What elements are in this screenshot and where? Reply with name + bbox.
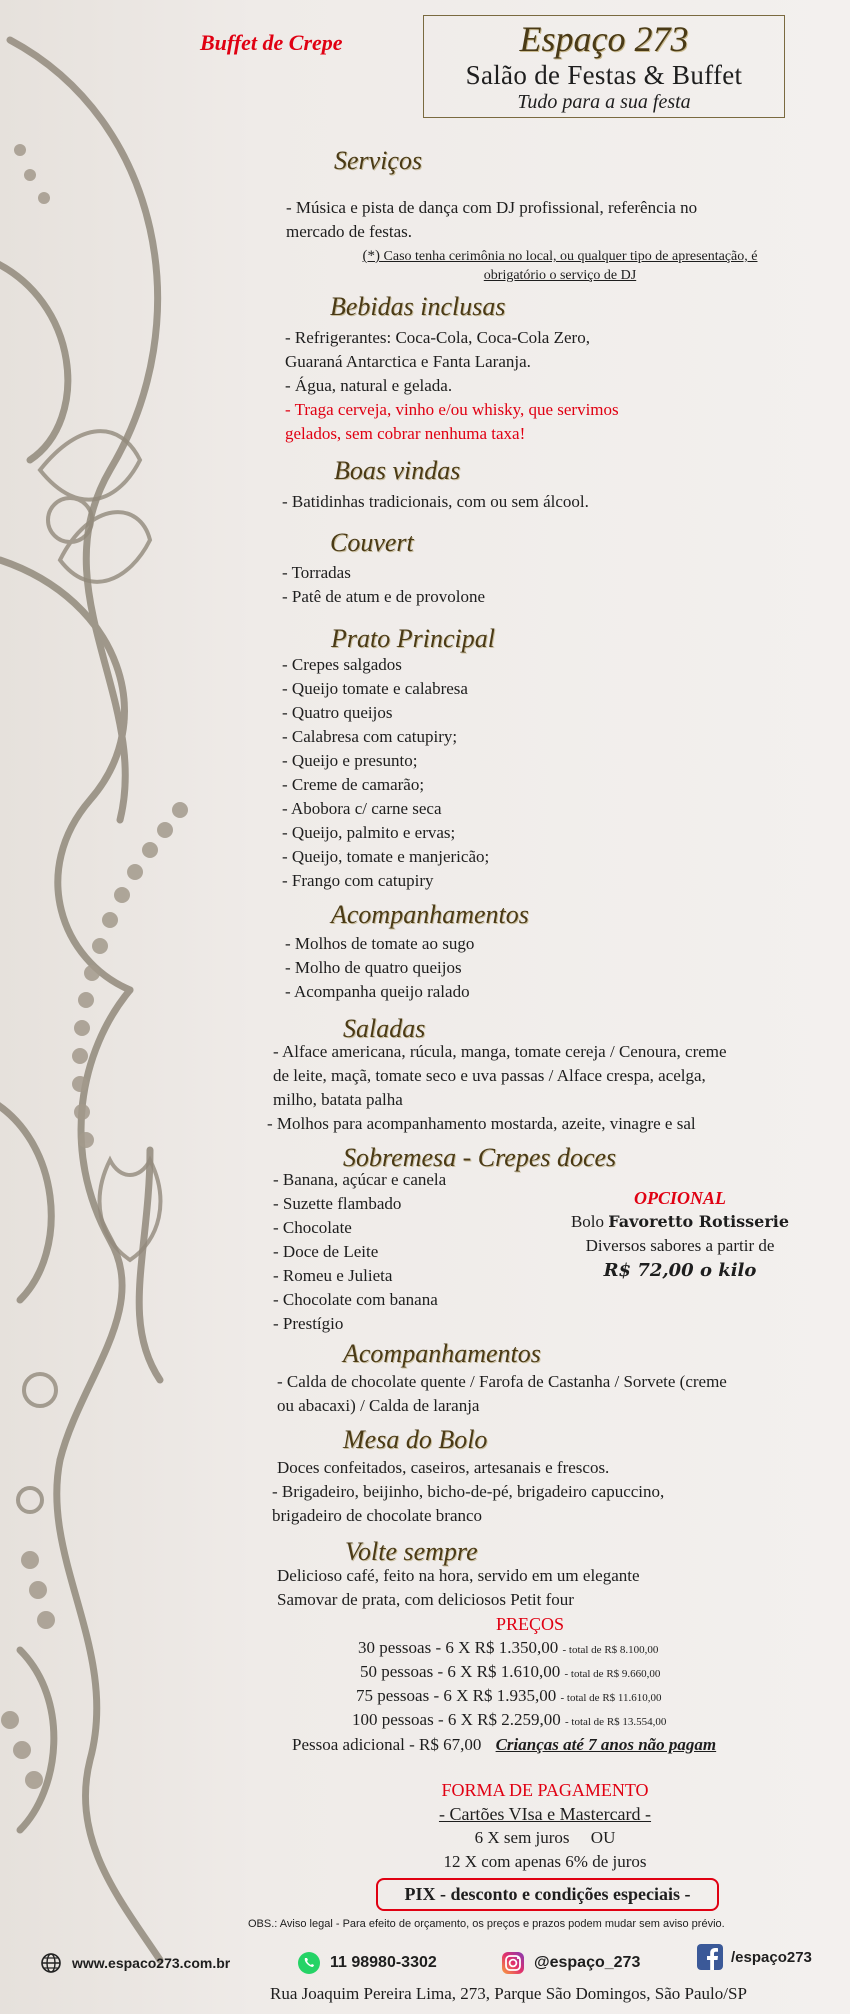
- sobremesa-item: - Doce de Leite: [273, 1242, 379, 1261]
- pagamento-line: 12 X com apenas 6% de juros: [443, 1852, 647, 1871]
- boas-vindas-line: - Batidinhas tradicionais, com ou sem álcool.: [282, 492, 589, 511]
- cartoes-text: - Cartões VIsa e Mastercard -: [438, 1804, 652, 1824]
- opcional-line: Diversos sabores a partir de: [585, 1236, 775, 1255]
- sobremesa-item: - Romeu e Julieta: [273, 1266, 393, 1285]
- acomp2-line: - Calda de chocolate quente / Farofa de Castanha / Sorvete (creme: [277, 1372, 727, 1391]
- volte-line: Samovar de prata, com deliciosos Petit four: [277, 1590, 574, 1609]
- facebook-text: /espaço273: [731, 1948, 812, 1966]
- facebook-link[interactable]: [697, 1944, 812, 1970]
- bebidas-line: - Água, natural e gelada.: [285, 376, 453, 395]
- price-extra-row: [292, 1733, 716, 1757]
- prato-item: - Queijo, palmito e ervas;: [282, 823, 456, 842]
- section-title-acompanhamentos-2: Acompanhamentos: [343, 1339, 541, 1368]
- document-title: Buffet de Crepe: [200, 30, 343, 55]
- sobremesa-item: - Suzette flambado: [273, 1194, 402, 1213]
- prato-item: - Frango com catupiry: [282, 871, 434, 890]
- price-total: - total de R$ 11.610,00: [560, 1692, 662, 1704]
- pagamento-title: FORMA DE PAGAMENTO: [441, 1780, 649, 1800]
- saladas-line: de leite, maçã, tomate seco e uva passas / Alface crespa, acelga,: [273, 1066, 706, 1085]
- opcional-line: [540, 1210, 820, 1234]
- prato-item: - Queijo tomate e calabresa: [282, 679, 468, 698]
- pagamento-line: 6 X sem juros OU: [474, 1828, 616, 1847]
- note-line: obrigatório o serviço de DJ: [483, 268, 637, 283]
- sobremesa-item: - Chocolate com banana: [273, 1290, 438, 1309]
- servicos-line: mercado de festas.: [286, 222, 413, 241]
- cartoes-line: [380, 1802, 710, 1826]
- section-title-servicos: Serviços: [334, 146, 423, 175]
- prato-item: - Queijo e presunto;: [282, 751, 418, 770]
- criancas-note: Crianças até 7 anos não pagam: [495, 1735, 717, 1754]
- sobremesa-item: - Prestígio: [273, 1314, 344, 1333]
- price-total: - total de R$ 9.660,00: [564, 1668, 661, 1680]
- prato-item: - Queijo, tomate e manjericão;: [282, 847, 490, 866]
- instagram-link[interactable]: [500, 1950, 640, 1976]
- section-title-bebidas: Bebidas inclusas: [330, 292, 506, 321]
- brand-subtitle: Salão de Festas & Buffet: [465, 60, 743, 90]
- brand-tagline: Tudo para a sua festa: [517, 91, 691, 113]
- prato-item: - Crepes salgados: [282, 655, 402, 674]
- precos-title: PREÇOS: [495, 1614, 565, 1634]
- bebidas-red-line: - Traga cerveja, vinho e/ou whisky, que servimos: [285, 400, 619, 419]
- section-title-prato-principal: Prato Principal: [331, 624, 495, 653]
- section-title-boas-vindas: Boas vindas: [334, 456, 461, 485]
- address: Rua Joaquim Pereira Lima, 273, Parque São Domingos, São Paulo/SP: [270, 1984, 747, 2003]
- sobremesa-item: - Banana, açúcar e canela: [273, 1170, 447, 1189]
- opcional-label: OPCIONAL: [633, 1188, 726, 1208]
- price-row: [356, 1684, 662, 1710]
- bebidas-red-line: gelados, sem cobrar nenhuma taxa!: [285, 424, 526, 443]
- price-total: - total de R$ 8.100,00: [562, 1644, 659, 1656]
- floral-ornament: [0, 0, 260, 2014]
- brand-box: [423, 15, 785, 118]
- pix-badge: PIX - desconto e condições especiais -: [376, 1878, 719, 1911]
- section-title-sobremesa: Sobremesa - Crepes doces: [343, 1143, 617, 1172]
- prato-item: - Abobora c/ carne seca: [282, 799, 442, 818]
- note-line: Caso tenha cerimônia no local, ou qualquer tipo de apresentação, é: [383, 249, 758, 264]
- saladas-line: milho, batata palha: [273, 1090, 403, 1109]
- website-link[interactable]: [38, 1950, 230, 1976]
- bebidas-line: - Refrigerantes: Coca-Cola, Coca-Cola Zero,: [285, 328, 590, 347]
- note-mark: (*): [362, 248, 381, 264]
- globe-icon: [38, 1950, 64, 1976]
- price-main: 30 pessoas - 6 X R$ 1.350,00: [358, 1638, 559, 1657]
- opcional-brand: Favoretto Rotisserie: [608, 1212, 790, 1231]
- obs-legal-note: OBS.: Aviso legal - Para efeito de orçamento, os preços e prazos podem mudar sem aviso prévio.: [248, 1918, 725, 1930]
- section-title-couvert: Couvert: [330, 528, 414, 557]
- prato-item: - Quatro queijos: [282, 703, 393, 722]
- acomp-item: - Molhos de tomate ao sugo: [285, 934, 475, 953]
- mesa-bolo-line: - Brigadeiro, beijinho, bicho-de-pé, brigadeiro capuccino,: [272, 1482, 665, 1501]
- saladas-line: - Molhos para acompanhamento mostarda, azeite, vinagre e sal: [267, 1114, 696, 1133]
- acomp2-line: ou abacaxi) / Calda de laranja: [277, 1396, 480, 1415]
- saladas-line: - Alface americana, rúcula, manga, tomate cereja / Cenoura, creme: [273, 1042, 727, 1061]
- acomp-item: - Acompanha queijo ralado: [285, 982, 470, 1001]
- acomp-item: - Molho de quatro queijos: [285, 958, 462, 977]
- prato-item: - Creme de camarão;: [282, 775, 425, 794]
- price-total: - total de R$ 13.554,00: [564, 1716, 667, 1728]
- price-main: 75 pessoas - 6 X R$ 1.935,00: [356, 1686, 557, 1705]
- prato-item: - Calabresa com catupiry;: [282, 727, 458, 746]
- sobremesa-item: - Chocolate: [273, 1218, 352, 1237]
- volte-line: Delicioso café, feito na hora, servido em um elegante: [277, 1566, 640, 1585]
- couvert-item: - Patê de atum e de provolone: [282, 587, 485, 606]
- mesa-bolo-line: brigadeiro de chocolate branco: [272, 1506, 483, 1525]
- price-main: 100 pessoas - 6 X R$ 2.259,00: [352, 1710, 561, 1729]
- bebidas-line: Guaraná Antarctica e Fanta Laranja.: [285, 352, 531, 371]
- price-row: [360, 1660, 660, 1686]
- whatsapp-icon: [296, 1950, 322, 1976]
- instagram-text: @espaço_273: [534, 1954, 641, 1971]
- mesa-bolo-line: Doces confeitados, caseiros, artesanais e frescos.: [277, 1458, 610, 1477]
- opcional-prefix: Bolo: [570, 1212, 605, 1231]
- phone-link[interactable]: [296, 1950, 437, 1976]
- couvert-item: - Torradas: [282, 563, 351, 582]
- brand-name: Espaço 273: [519, 19, 689, 59]
- instagram-icon: [500, 1950, 526, 1976]
- facebook-icon: [697, 1944, 723, 1970]
- opcional-box: [540, 1186, 820, 1284]
- phone-text: 11 98980-3302: [330, 1954, 437, 1971]
- servicos-note: [300, 246, 820, 267]
- price-row: [352, 1708, 666, 1734]
- price-main: 50 pessoas - 6 X R$ 1.610,00: [360, 1662, 561, 1681]
- website-text: www.espaco273.com.br: [72, 1955, 231, 1971]
- price-row: [358, 1636, 658, 1662]
- section-title-mesa-bolo: Mesa do Bolo: [343, 1425, 488, 1454]
- section-title-saladas: Saladas: [343, 1014, 426, 1043]
- servicos-line: - Música e pista de dança com DJ profissional, referência no: [286, 198, 698, 217]
- pessoa-adicional: Pessoa adicional - R$ 67,00: [292, 1735, 482, 1754]
- section-title-volte-sempre: Volte sempre: [345, 1537, 478, 1566]
- section-title-acompanhamentos: Acompanhamentos: [331, 900, 529, 929]
- opcional-price: R$ 72,00 o kilo: [603, 1260, 757, 1281]
